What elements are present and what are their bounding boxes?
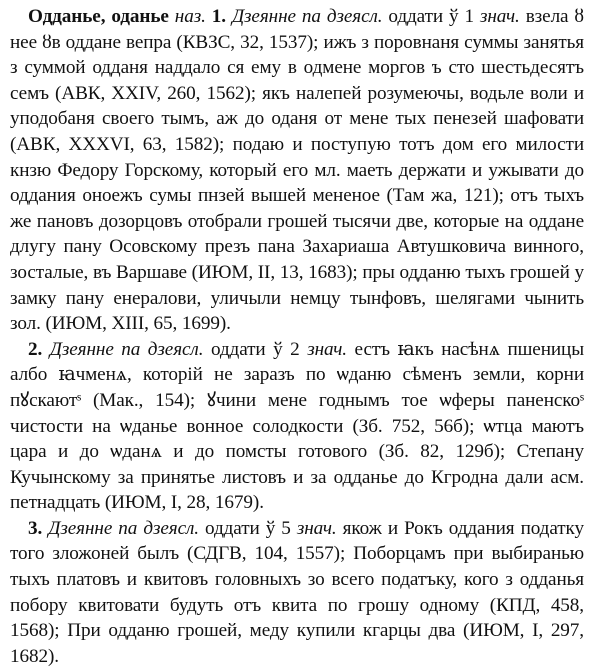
sense-number: 3. — [28, 517, 43, 539]
sense-gloss: Дзеянне па дзеясл. — [49, 338, 204, 360]
sense-znach: знач. — [479, 6, 520, 27]
sense-number: 1. — [211, 6, 226, 27]
sense-znach: знач. — [307, 338, 347, 360]
headword: Одданье, оданье — [28, 6, 169, 27]
sense-text: естъ ꙗкъ насѣнѧ пшеницы албо ꙗчменѧ, которій не заразъ по ѡданю сѣменъ земли, корни пꙋскаютˢ (Мак., 154); ꙋчини мене годнымъ тое ѡферы паненскоˢ чистости на ѡданье вонное солодкости (Зб. 752, 56б); ѡтца маютъ цара и до ѡданѧ и до помсты готового (Зб. 82, 129б); Степану Кучынскому за принятье листовъ и за одданье до Кгродна дали асм. петнадцать (ИЮМ, I, 28, 1679). — [10, 338, 585, 514]
sense-ref: оддати ў 1 — [388, 6, 474, 27]
sense-1 — [10, 4, 584, 337]
sense-3 — [10, 516, 584, 669]
sense-2 — [10, 337, 584, 516]
sense-gloss: Дзеянне па дзеясл. — [231, 6, 383, 27]
sense-ref: оддати ў 2 — [210, 338, 300, 360]
sense-gloss: Дзеянне па дзеясл. — [48, 517, 199, 539]
sense-ref: оддати ў 5 — [205, 517, 291, 539]
part-of-speech: наз. — [174, 6, 206, 27]
sense-text: взела ȣ нее ȣв оддане вепра (КВЗС, 32, 1537); ижъ з поровнаня суммы занятья з суммой одданя наддало ся ему в одмене моргов ъ сто шестьдесятъ семъ (АВК, XXIV, 260, 1562); якъ налепей розумеючы, водьле воли и уподобаня своего тымъ, аж до оданя от мене тых пенезей шафовати (АВК, XXXVI, 63, 1582); подаю и поступую тотъ дом его милости кнзю Федору Горскому, который его мл. маеть держати и ужывати до оддания онoежъ сумы пнзей вышей мененое (Там жа, 121); отъ тыхъ же пановъ дозорцовъ отобрали грошей тысячи две, которые на оддане длугу пану Осовскому презъ пана Захариаша Автушковича винного, зосталые, въ Варшаве (ИЮМ, II, 13, 1683); пры одданю тыхъ грошей у замку пану енералови, уличыли немцу тынфовъ, шелягами чынить зол. (ИЮМ, XIII, 65, 1699). — [10, 6, 584, 335]
sense-text: якож и Рокъ оддания податку того зложоней былъ (СДГВ, 104, 1557); Поборцамъ при выбиранью тыхъ платовъ и квитовъ головныхъ зо всего податъку, кого з одданья побору квитовати будуть отъ квита по грошу одному (КПД, 458, 1568); При одданю грошей, меду купили кгарцы два (ИЮМ, I, 297, 1682). — [10, 517, 584, 667]
sense-znach: знач. — [296, 517, 337, 539]
sense-number: 2. — [28, 338, 43, 360]
